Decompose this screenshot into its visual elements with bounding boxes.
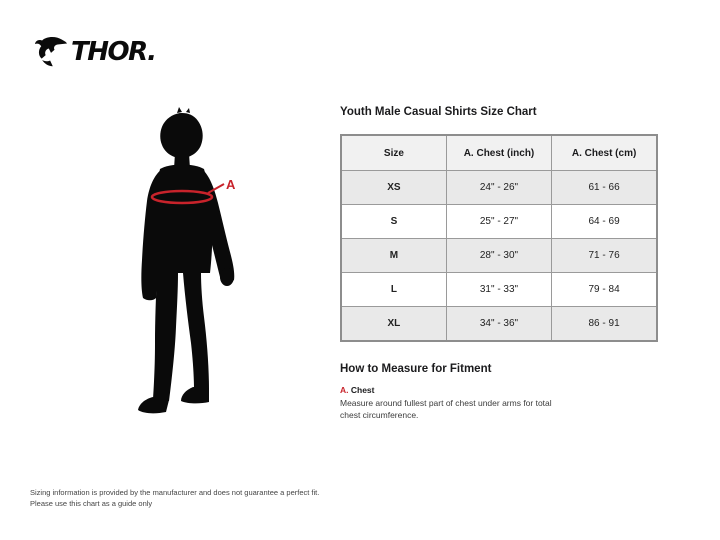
measure-key-name: Chest	[350, 385, 375, 395]
chest-cm-cell: 61 - 66	[552, 171, 657, 205]
chest-inch-cell: 31" - 33"	[446, 273, 551, 307]
size-cell: M	[341, 239, 446, 273]
chest-cm-cell: 71 - 76	[552, 239, 657, 273]
measure-guide-title: How to Measure for Fitment	[340, 363, 492, 375]
header-row	[341, 135, 657, 171]
column-header-chest-inch: A. Chest (inch)	[446, 135, 551, 171]
youth-male-silhouette	[138, 107, 234, 413]
size-chart-table	[340, 134, 658, 342]
table-row	[341, 239, 657, 273]
chest-inch-cell: 34" - 36"	[446, 307, 551, 342]
chest-cm-cell: 86 - 91	[552, 307, 657, 342]
size-chart-title: Youth Male Casual Shirts Size Chart	[340, 106, 537, 118]
table-row	[341, 205, 657, 239]
disclaimer-line-2: Please use this chart as a guide only	[30, 498, 153, 508]
measure-key-letter: A.	[340, 385, 349, 395]
table-row	[341, 307, 657, 342]
size-chart-section	[340, 105, 658, 422]
thor-goat-icon	[34, 36, 68, 68]
size-cell: L	[341, 273, 446, 307]
chest-inch-cell: 24" - 26"	[446, 171, 551, 205]
chest-annotation-label: A	[226, 177, 236, 192]
column-header-size: Size	[341, 135, 446, 171]
disclaimer-line-1: Sizing information is provided by the manufacturer and does not guarantee a perfect fit.	[30, 488, 320, 497]
table-row	[341, 171, 657, 205]
chest-inch-cell: 28" - 30"	[446, 239, 551, 273]
chest-cm-cell: 79 - 84	[552, 273, 657, 307]
brand-logo	[34, 36, 155, 68]
column-header-chest-cm: A. Chest (cm)	[552, 135, 657, 171]
size-cell: XS	[341, 171, 446, 205]
disclaimer	[30, 488, 319, 509]
brand-logo-text: THOR.	[71, 37, 156, 67]
measurement-figure	[130, 105, 250, 430]
measure-key	[340, 385, 658, 395]
size-cell: S	[341, 205, 446, 239]
measure-item-chest	[340, 385, 658, 422]
chest-cm-cell: 64 - 69	[552, 205, 657, 239]
size-cell: XL	[341, 307, 446, 342]
chest-inch-cell: 25" - 27"	[446, 205, 551, 239]
table-row	[341, 273, 657, 307]
measure-description: Measure around fullest part of chest under arms for total chest circumference.	[340, 398, 552, 420]
